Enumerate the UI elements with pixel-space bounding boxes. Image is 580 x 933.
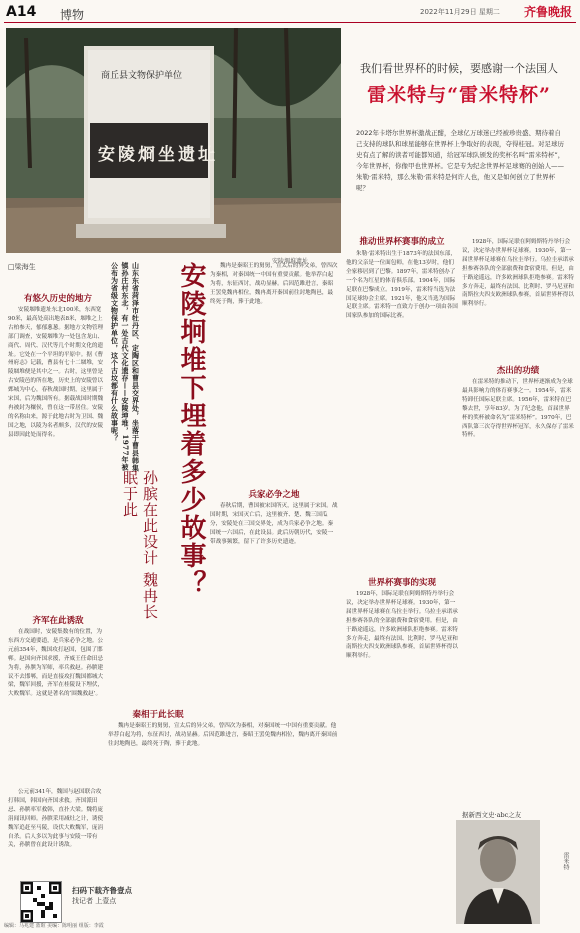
header-divider bbox=[4, 22, 576, 23]
worldcup-column-2: 1928年，国际足联在阿姆斯特丹举行会议，决定举办世界杯足球赛。1930年，第一届世界杯足球赛在乌拉圭举行。乌拉圭承诺承担参赛各队的全部旅费和食宿费用。但是，由于路途遥远，许多欧洲球队拒绝参赛。雷米特多方奔走，最终有法国、比利时、罗马尼亚和南斯拉夫四支欧洲球队参赛，首届世界杯得以顺利举行。 bbox=[346, 591, 458, 660]
article-column-1: 安陵堌堆遗址东北100米，东西宽90米，最高处高出地表8米，堌堆之上古柏参天，郁郁葱葱。据地方文物管理部门调查，安陵堌堆为一处包含龙山、商代、周代、汉代等几个时期文化的遗址。它处在一个平坦的平原中。据《曹州府志》记载，曹县有七十二堌堆，安陵堌堆便是其中之一。古时，这里曾是古安陵邑的所在地，历史上的安陵曾以鄄城为中心，春秋战国时期，这里属于宋国，后为魏国所有。据载战国时期魏冉被封为穰侯，曾在这一带居住。安陵的名称由来，源于此地古时为卫国、魏国之地，以陵为名者颇多，汉代的安陵县即因此处而得名。 bbox=[8, 307, 104, 438]
page-label: 博物 bbox=[60, 8, 85, 22]
worldcup-source: 据新西文史·abc之友 bbox=[462, 811, 522, 819]
section-heading-history: 有悠久历史的地方 bbox=[23, 294, 92, 304]
section-heading-founding: 推动世界杯赛事的成立 bbox=[359, 237, 445, 247]
section-heading-realization: 世界杯赛事的实现 bbox=[367, 578, 436, 588]
summary-sidebar bbox=[109, 262, 171, 477]
portrait-illustration bbox=[456, 820, 540, 924]
author-byline: □梁海生 bbox=[8, 263, 36, 271]
qr-line-1: 扫码下载齐鲁壹点 bbox=[72, 886, 132, 895]
stele-inscription: 安陵烱坐遗址 bbox=[98, 145, 218, 165]
section-heading-achievement: 杰出的功绩 bbox=[496, 366, 540, 376]
stele-photo bbox=[6, 28, 341, 253]
worldcup-column-1: 朱勒·雷米特出生于1873年的法国东部，他的父亲是一位面包师，在他13岁时，他们全家移居到了巴黎。1897年，雷米特创办了一个名为红星的体育俱乐部。1904年，国际足联在巴黎成立。1919年，雷米特当选为法国足球协会主席。1921年，他又当选为国际足联主席。雷米特一直致力于创办一项由各国国家队参加的国际比赛。 bbox=[346, 251, 458, 320]
qr-code[interactable] bbox=[20, 881, 62, 923]
rimet-portrait bbox=[456, 820, 540, 924]
editor-credits: 编辑：马兆建 蓝暄 美编：陈明丽 组版：李霞 bbox=[4, 923, 104, 929]
worldcup-column-4: 在雷米特的推动下，世界杯逐渐成为全球最具影响力的体育赛事之一。1954年，雷米特卸任国际足联主席。1956年，雷米特在巴黎去世，享年83岁。为了纪念他，首届世界杯的奖杯被命名为“雷米特杯”。1970年，巴西队第三次夺得世界杯冠军，永久保存了雷米特杯。 bbox=[462, 379, 574, 439]
section-heading-qi-army: 齐军在此诱敌 bbox=[32, 616, 84, 626]
section-number: A14 bbox=[6, 4, 37, 20]
section-heading-strategic: 兵家必争之地 bbox=[248, 490, 300, 500]
qr-code-icon bbox=[21, 882, 61, 922]
section-heading-wei-ran: 秦相于此长眠 bbox=[132, 710, 184, 720]
portrait-caption: 雷米特 bbox=[562, 852, 569, 870]
worldcup-title: 雷米特与“雷米特杯” bbox=[367, 84, 551, 106]
article-column-4: 魏冉是秦昭王的舅舅，宣太后的异父弟，曾四次为秦相，对秦国统一中国有重要贡献。他举荐白起为将，东征西讨，战功显赫。后因范雎进言，秦昭王罢免魏冉相位，魏冉离开秦国前往封地陶邑，最终死于陶，葬于此地。 bbox=[210, 263, 338, 305]
issue-date: 2022年11月29日 星期二 bbox=[420, 8, 500, 16]
summary-text: 山东东省菏泽市牡丹区、定陶区和曹县交界处，坐落于曹县韩集镇孙庄村东北，有一处古代文化遗存——安陵坤堆，1977年被公布为省级文物保护单位，这个古坟都有什么故事呢？ bbox=[110, 262, 141, 472]
worldcup-kicker: 我们看世界杯的时候，要感谢一个法国人 bbox=[360, 62, 558, 75]
worldcup-headline-block bbox=[343, 60, 575, 107]
sub-headline: 孙膑在此设计 魏冉长眠于此 bbox=[121, 470, 159, 620]
qr-prompt bbox=[72, 886, 132, 906]
stele-top-text: 商丘县文物保护单位 bbox=[101, 71, 183, 81]
worldcup-deck: 2022年卡塔尔世界杯激战正酣，全球亿万球迷已经被珍贵盛、期待着自己支持的球队和球星能够在世界杯上争取好的表现，夺得桂冠。对足球历史有点了解的读者可能都知道，给冠军球队颁发的奖杯名叫“雷米特杯”，今年世界杯，你像甲也世界杯。它是专为纪念世界杯足球赛的创始人——朱勒·雷米特，那么朱勒·雷米特是何许人也，他又是如何创立了世界杯呢？ bbox=[356, 129, 565, 192]
qr-line-2: 找记者 上壹点 bbox=[72, 897, 117, 905]
article-column-3: 公元前341年，魏国与赵国联合攻打韩国，韩国向齐国求救。齐国派田忌、孙膑率军救韩，直扑大梁。魏将庞涓闻讯回师。孙膑采用减灶之计，诱使魏军追赶至马陵，设伏大败魏军，庞涓自杀。后人多以为此事与安陵一带有关，孙膑曾在此设计诱敌。 bbox=[8, 789, 104, 849]
newspaper-logo: 齐鲁晚报 bbox=[524, 5, 573, 19]
photo-caption: 安陵堌堆遗址 bbox=[272, 258, 309, 265]
article-column-5: 春秋后期，曹国被宋国所灭，这里属于宋国。战国时期，宋国灭亡后，这里被齐、楚、魏三国瓜分，安陵处在三国交界处，成为兵家必争之地。秦国统一六国后，在此设县。此后历朝历代，安陵一带战事频繁，留下了许多历史遗迹。 bbox=[210, 503, 338, 545]
article-column-2: 在战国时，安陵集数有的位置，为东西方交通要道，是兵家必争之地。公元前354年，魏国攻打赵国，包围了邯郸。赵国向齐国求援，齐威王任命田忌为将，孙膑为军师，率兵救赵。孙膑建议不去邯郸，而是直接攻打魏国都城大梁，魏军回援，齐军在桂陵设下埋伏，大败魏军。这就是著名的‘围魏救赵’。 bbox=[8, 629, 104, 698]
worldcup-column-3: 1928年，国际足联在阿姆斯特丹举行会议，决定举办世界杯足球赛。1930年，第一届世界杯足球赛在乌拉圭举行。乌拉圭承诺承担参赛各队的全部旅费和食宿费用。但是，由于路途遥远，许多欧洲球队拒绝参赛。雷米特多方奔走，最终有法国、比利时、罗马尼亚和南斯拉夫四支欧洲球队参赛，首届世界杯得以顺利举行。 bbox=[462, 239, 574, 308]
article-column-6: 魏冉是秦昭王的舅舅，宣太后的异父弟，曾四次为秦相，对秦国统一中国有重要贡献。他举荐白起为将，东征西讨，战功显赫。后因范雎进言，秦昭王罢免魏冉相位，魏冉离开秦国前往封地陶邑，最终死于陶，葬于此地。 bbox=[108, 723, 338, 747]
main-headline: 安陵坰堆下埋着多少故事？ bbox=[176, 262, 206, 598]
